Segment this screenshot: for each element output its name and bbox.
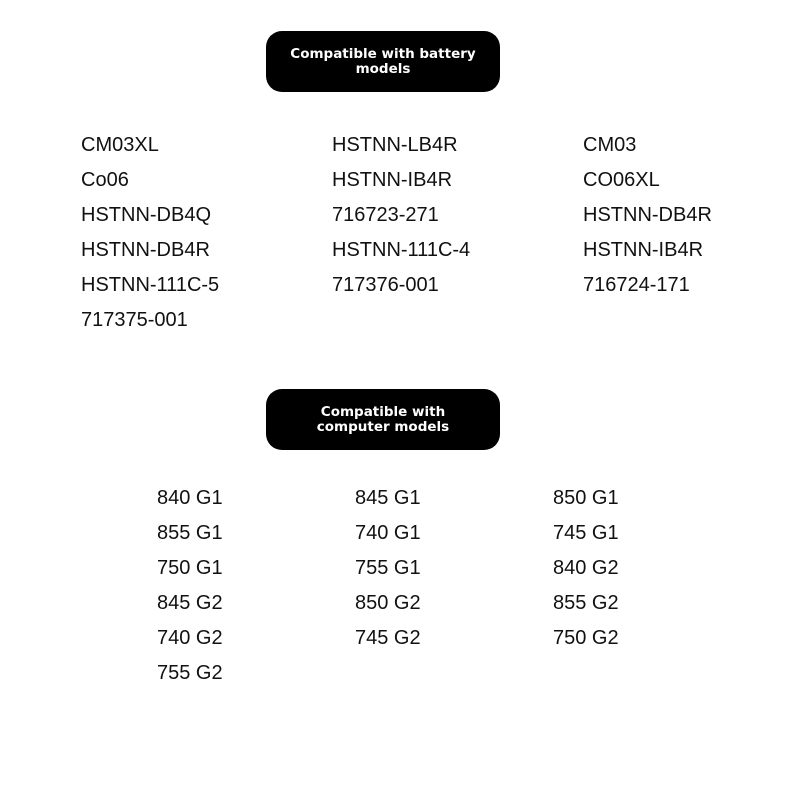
computer-model-item: 740 G1 [355, 522, 421, 544]
computer-model-item: 845 G1 [355, 487, 421, 509]
battery-models-heading [266, 31, 500, 92]
battery-model-item: CM03XL [81, 134, 159, 156]
computer-model-item: 855 G1 [157, 522, 223, 544]
computer-model-item: 850 G2 [355, 592, 421, 614]
computer-model-item: 840 G1 [157, 487, 223, 509]
battery-models-column-3 [583, 128, 712, 303]
battery-model-item: HSTNN-IB4R [332, 169, 453, 191]
computer-models-column-2 [355, 481, 421, 656]
computer-model-item: 840 G2 [553, 557, 619, 579]
battery-model-item: CO06XL [583, 169, 660, 191]
computer-model-item: 755 G2 [157, 662, 223, 684]
battery-model-item: HSTNN-DB4Q [81, 204, 212, 226]
battery-model-item: CM03 [583, 134, 637, 156]
battery-models-column-2 [332, 128, 470, 303]
computer-model-item: 855 G2 [553, 592, 619, 614]
computer-models-heading [266, 389, 500, 450]
battery-model-item: HSTNN-111C-5 [81, 274, 220, 296]
computer-model-item: 750 G1 [157, 557, 223, 579]
battery-model-item: HSTNN-LB4R [332, 134, 458, 156]
computer-model-item: 745 G2 [355, 627, 421, 649]
battery-model-item: Co06 [81, 169, 129, 191]
battery-model-item: HSTNN-DB4R [81, 239, 210, 261]
computer-models-column-1 [157, 481, 223, 691]
battery-model-item: 717375-001 [81, 309, 188, 331]
battery-models-column-1 [81, 128, 219, 338]
computer-model-item: 755 G1 [355, 557, 421, 579]
computer-model-item: 845 G2 [157, 592, 223, 614]
computer-models-heading-text: Compatible with computer models [316, 403, 450, 435]
computer-models-column-3 [553, 481, 619, 656]
battery-model-item: 716724-171 [583, 274, 690, 296]
battery-model-item: HSTNN-DB4R [583, 204, 712, 226]
battery-model-item: 716723-271 [332, 204, 439, 226]
computer-model-item: 740 G2 [157, 627, 223, 649]
computer-model-item: 750 G2 [553, 627, 619, 649]
battery-model-item: 717376-001 [332, 274, 439, 296]
battery-models-heading-text: Compatible with battery models [290, 45, 476, 77]
battery-model-item: HSTNN-IB4R [583, 239, 704, 261]
computer-model-item: 745 G1 [553, 522, 619, 544]
computer-model-item: 850 G1 [553, 487, 619, 509]
battery-model-item: HSTNN-111C-4 [332, 239, 471, 261]
